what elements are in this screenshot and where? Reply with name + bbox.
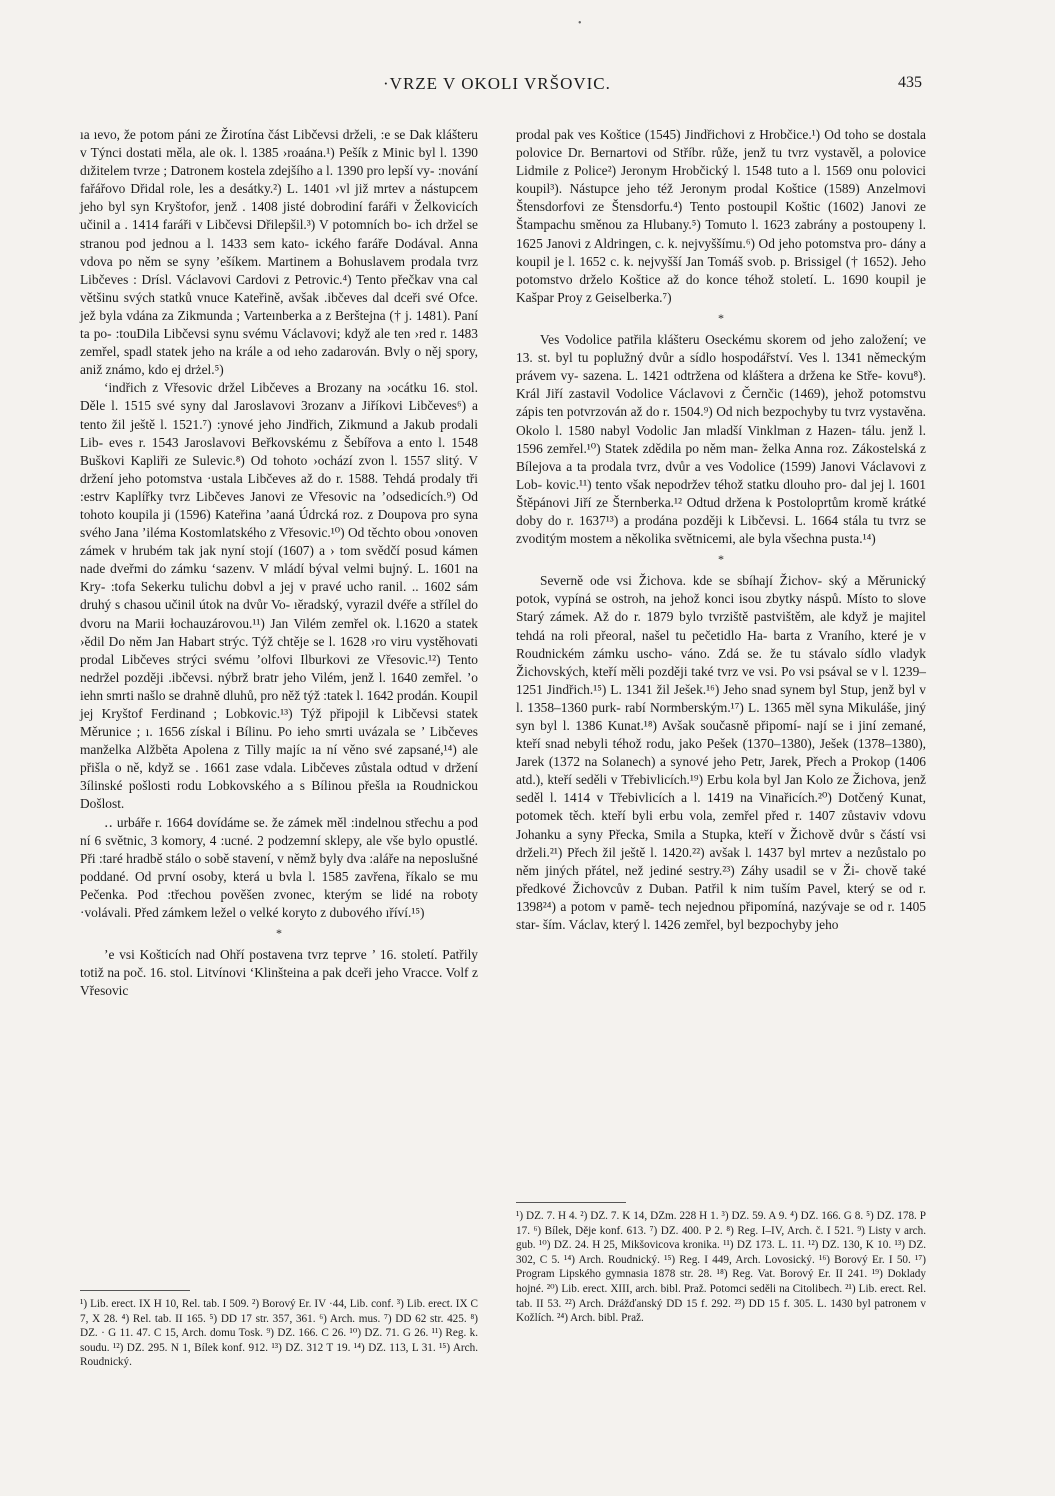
paragraph: Severně ode vsi Žichova. kde se sbíhají Žichov- ský a Měrunický potok, vypíná se ostroh, na jehož konci isou zbytky náspů. Místo to slove Starý zámek. Až do r. 1879 bylo tvrziště pastvištěm, ale když je majitel tehdá na roli přeoral, našel tu pečetidlo Ha- barta z Vraního, které je v Roudnickém zámku uscho- váno. Zdá se. že tu stávalo sídlo vladyk Žichovských, kteří měli později také tvrz ve vsi. Po vsi psával se v l. 1239–1251 Jindřich.¹⁵) L. 1341 žil Ješek.¹⁶) Jeho snad synem byl Stup, jenž byl v l. 1358–1360 purk- rabí Normberským.¹⁷) L. 1365 měl syna Mikuláše, jiný syn byl l. 1386 Kunat.¹⁸) Avšak současně připomí- nají se i jiní zemané, kteří snad nebyli téhož rodu, jako Pešek (1370–1380), Ješek (1378–1380), Jarek (1372 na Solanech) a synové jeho Petr, Jarek, Přech a Prokop (1406 atd.), kteří seděli v Třebivlicích.¹⁹) Erbu kola byl Jan Kolo ze Žichova, jenž seděl l. 1414 v Třebivlicích a l. 1419 na Vinařicích.²⁰) Dotčený Kunat, potomek těch. kteří byli erbu vola, zemřel před r. 1407 zůstaviv vdovu Johanku a syny Přecka, Smila a Stupka, kteří v Žichově dvůr s částí vsi drželi.²¹) Přech žil ještě l. 1420.²²) avšak l. 1437 byl mrtev a nezůstalo po něm jiných přátel, než jediné sestry.²³) Záhy usadil se v Ži- chově také předkové Žichovcův z Duban. Patřil k nim tuším Pavel, který se od r. 1398²⁴) a potom v pamě- tech nejednou připomíná, nazývaje se od r. 1405 star- ším. Václav, který l. 1426 zemřel, byl bezpochyby jeho — [516, 573, 926, 933]
footnote-rule — [516, 1202, 626, 1203]
page-header — [0, 74, 1055, 98]
paragraph: ‥ urbáře r. 1664 dovídáme se. že zámek měl :indelnou střechu a pod ní 6 světnic, 3 komory, 4 :ucné. 2 podzemní sklepy, ale vše bylo opustlé. Při :taré hradbě stálo o sobě stavení, v němž byly dva :aláře na neposlušné poddané. Od první osoby, která u bvla l. 1585 zavřena, říkalo se mu Pečenka. Pod :třechou pověšen zvonec, kterým se lidé na roboty ·volávali. Před zámkem ležel o velké koryto z dubového ıříví.¹⁵) — [80, 814, 478, 921]
paragraph: ıa ıevo, že potom páni ze Žirotína část Libčevsi drželi, :e se Dak klášteru v Týnci dostati měla, ale ok. l. 1385 ›roaána.¹) Pešík z Minic byl l. 1390 dıžitelem tvrze ; Datronem kostela zdejšího a l. 1390 pro lepší vy- :nování fařářovo Dřidal role, les a desátky.²) L. 1401 ›vl již mrtev a nástupcem jeho byl syn Kryštofor, jenž . 1408 jisté dobrodiní faráři v Želkovicích učinil a . 1414 faráři v Libčevsi Dřilepšil.³) V potomních bo- ich držel se stranou pod jednou a l. 1433 sem kato- ického faráře Dodával. Anna vdova po něm se syny ’ešíkem. Martinem a Bohuslavem prodala tvrz Libčeves : Drísl. Václavovi Cardovi z Petrovic.⁴) Tento přečkav vna cal většinu svých statků vnuce Kateřině, avšak .ibčeves dal dceři své Ofce. jež byla vdána za Zikmunda ; Varteınberka a z Berštejna († j. 1481). Paní ta po- :touDila Libčevsi synu svému Václavovi; když ale ten ›red r. 1483 zemřel, spadl statek jeho na krále a od ıeho zadarován. Bvly o něj spory, aniž známo, kdo ej drżel.⁵) — [80, 127, 478, 378]
page-number: 435 — [898, 74, 922, 91]
running-title: ·VRZE V OKOLI VRŠOVIC. — [383, 74, 611, 93]
section-separator: * — [718, 552, 724, 567]
paragraph: ’e vsi Košticích nad Ohří postavena tvrz teprve ’ 16. století. Patřily totiž na poč. 16. stol. Litvínovi ‘Klinšteina a pak dceři jeho Vracce. Volf z Vřesovic — [80, 947, 478, 999]
section-separator: * — [718, 310, 724, 325]
paragraph: Ves Vodolice patřila klášteru Oseckému skorem od jeho založení; ve 13. st. byl tu poplužný dvůr a sídlo hospodářství. Ves l. 1341 německým právem vy- sazena. L. 1421 odtržena od kláštera a držena ke Stře- kovu⁸). Král Jiří zastavil Vodolice Václavovi z Černčic (1469), jehož potomstvu zápis ten potvrzován až do r. 1504.⁹) Od nich bezpochyby tu tvrz vystavěna. Okolo l. 1580 nabyl Vodolic Jan mladší Vinklman z Hazen- tálu. jenž l. 1596 zemřel.¹⁰) Statek zdědila po něm man- želka Anna roz. Zákostelská z Bílejova a ta prodala tvrz, dvůr a ves Vodolice (1599) Janovi Václavovi z Lob- kovic.¹¹) tento však nepodržev téhož statku dlouho pro- dal jej l. 1601 Štěpánovi Jiří ze Šternberka.¹² Odtud držena k Postoloprtům kromě krátké doby do r. 1637¹³) a prodána později k Libčevsi. L. 1664 stála tu tvrz se zvoditým mostem a několika světnicemi, ale byla všechna pusta.¹⁴) — [516, 332, 926, 547]
footnote-text: ¹) Lib. erect. IX H 10, Rel. tab. I 509. ²) Borový Er. IV ·44, Lib. conf. ³) Lib. erect. IX C 7, X 28. ⁴) Rel. tab. II 165. ⁵) DD 17 str. 357, 361. ⁶) Arch. mus. ⁷) DD 62 str. 425. ⁸) DZ. · G 11. 47. C 15, Arch. domu Tosk. ⁹) DZ. 166. C 26. ¹⁰) DZ. 71. G 26. ¹¹) Reg. k. soudu. ¹²) DZ. 295. N 1, Bílek konf. 912. ¹³) DZ. 312 T 19. ¹⁴) DZ. 113, L 31. ¹⁵) Arch. Roudnický. — [80, 1298, 478, 1369]
footnote-rule — [80, 1290, 190, 1291]
footnote-text: ¹) DZ. 7. H 4. ²) DZ. 7. K 14, DZm. 228 H 1. ³) DZ. 59. A 9. ⁴) DZ. 166. G 8. ⁵) DZ. 178. P 17. ⁶) Bílek, Děje konf. 613. ⁷) DZ. 400. P 2. ⁸) Reg. I–IV, Arch. č. I 521. ⁹) Listy v arch. gub. ¹⁰) DZ. 24. H 25, Mikšovicova kronika. ¹¹) DZ 173. L. 11. ¹²) DZ. 130, K 10. ¹³) DZ. 302, C 5. ¹⁴) Arch. Roudnický. ¹⁵) Reg. I 449, Arch. Lovosický. ¹⁶) Borový Er. I 50. ¹⁷) Program Lipského gymnasia 1878 str. 28. ¹⁸) Reg. Vat. Borový Er. II 241. ¹⁹) Doklady hojné. ²⁰) Lib. erect. XIII, arch. bibl. Praž. Potomci seděli na Citolibech. ²¹) Lib. erect. Rel. tab. II 53. ²²) Arch. Drážďanský DD 15 f. 292. ²³) DD 15 f. 305. L. 1430 byl patronem v Kožlích. ²⁴) Arch. bibl. Praž. — [516, 1210, 926, 1325]
footnotes-left — [80, 1290, 478, 1370]
section-separator: * — [276, 926, 282, 941]
footnotes-right — [516, 1202, 926, 1326]
left-column — [80, 126, 478, 1001]
paragraph: prodal pak ves Koštice (1545) Jindřichovi z Hrobčice.¹) Od toho se dostala polovice Dr. Bernartovi od Stříbr. růže, jenž tu tvrz vystavěl, a polovice Lidmile z Police²) Jeronym Hrobčický l. 1548 tuto a l. 1569 onu polovici koupil³). Nástupce jeho též Jeronym prodal Koštice (1589) Anzelmovi Štensdorfovi ze Štensdorfu.⁴) Tento postoupil Koštic (1602) Janovi ze Štampachu směnou za Hlubany.⁵) Tomuto l. 1623 zabrány a postoupeny l. 1625 Janovi z Aldringen, c. k. nejvyššímu.⁶) Od jeho potomstva pro- dány a koupil je l. 1652 c. k. nejvyšší Jan Tomáš svob. p. Brissigel († 1652). Jeho potomstvo drželo Koštice až do konce téhož století. L. 1690 koupil je Kašpar Proy z Geiselberka.⁷) — [516, 127, 926, 305]
print-mark: • — [578, 18, 582, 29]
paragraph: ‘indřich z Vřesovic držel Libčeves a Brozany na ›ocátku 16. stol. Děle l. 1515 své syny dal Jaroslavovi 3rozanv a Jiříkovi Libčeves⁶) a tento žil ještě l. 1521.⁷) :ynové jeho Jindřich, Zikmund a Jakub prodali Lib- eves r. 1543 Jaroslavovi Beřkovskému z Šebířova a ento l. 1548 Buškovi Kapliři ze Sulevic.⁸) Od tohoto ›ochází zvon l. 1557 slitý. V držení jeho potomstva ·ustala Libčeves až do r. 1588. Tehdá prodaly tři :estrv Kaplířky tvrz Libčeves Janovi ze Vřesovic na ’odsedicích.⁹) Od tohoto koupila ji (1596) Kateřina ’aaná Údrcká roz. z Doupova pro syna svého Jana ’iléma Kostomlatského z Vřesovic.¹⁰) Od těchto obou ›onoven zámek v hrubém tak jak nyní stojí (1607) a › tom svědčí posud kámen nade dveřmi do zámku ‘sazenv. V mládí býval velmi bujný. L. 1601 na Kry- :tofa Sekerku tulichu dobvl a jej v pravé ucho ranil. .. 1602 sám druhý s chasou učinil útok na dvůr Vo- ıěradský, vyrazil dvéře a střílel do dvoru na Marii łochauzárovou.¹¹) Jan Vilém zemřel ok. l.1620 a statek ›ědil Do něm Jan Habart strýc. Týž chtěje se l. 1628 ›ro viru vystěhovati prodal Libčeves strýci svému ’olfovi Ilburkovi ze Vřesovic.¹²) Tento nedržel později .ibčevsi. nýbrž bratr jeho Vilém, jenž l. 1640 zemřel. ’o iehn smrti našlo se drahně dluhů, pro něž týž :tatek l. 1642 prodán. Koupil jej Kryštof Ferdinand ; Lobkovic.¹³) Týž připojil k Libčevsi statek Měrunice ; ı. 1656 získal i Bílinu. Po ieho smrti uvázala se ’ Libčeves manželka Alžběta Apolena z Tilly majíc ıa ní věno své zapsané,¹⁴) ale přišla o ně, když se . 1661 zase vdala. Libčeves zůstala odtud v držení 3ílinské pošlosti rodu Lobkovského a s Bílinou přešla ıa Roudnickou Došlost. — [80, 380, 478, 812]
right-column — [516, 126, 926, 934]
